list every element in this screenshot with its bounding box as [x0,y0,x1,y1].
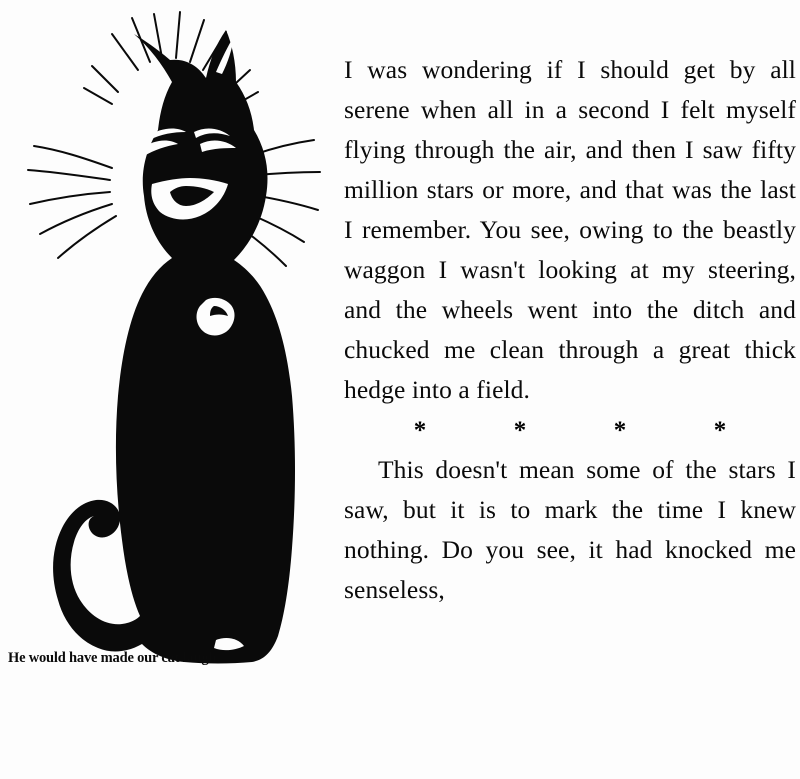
asterisk-2: * [513,417,527,444]
section-break [370,414,770,448]
paragraph-one: I was wondering if I should get by all serene when all in a second I felt myself flying through the air, and then I saw fifty million stars or more, and that was the last I remember. You see, owing to the beastly waggon I wasn't looking at my steering, and the wheels went into the ditch and chucked me clean through a great thick hedge into a field. [344,55,796,404]
illustration-column [0,0,340,779]
asterisk-4: * [713,417,727,444]
cat-illustration [0,0,340,700]
illustration-caption: He would have made our cat laugh. [8,650,220,666]
asterisk-3: * [613,417,627,444]
paragraph-two [344,450,796,610]
paragraph-two-text: This doesn't mean some of the stars I saw, but it is to mark the time I knew nothing. Do you see, it had knocked me senseless, [344,455,796,604]
asterisk-1: * [413,417,427,444]
text-column [344,50,796,779]
